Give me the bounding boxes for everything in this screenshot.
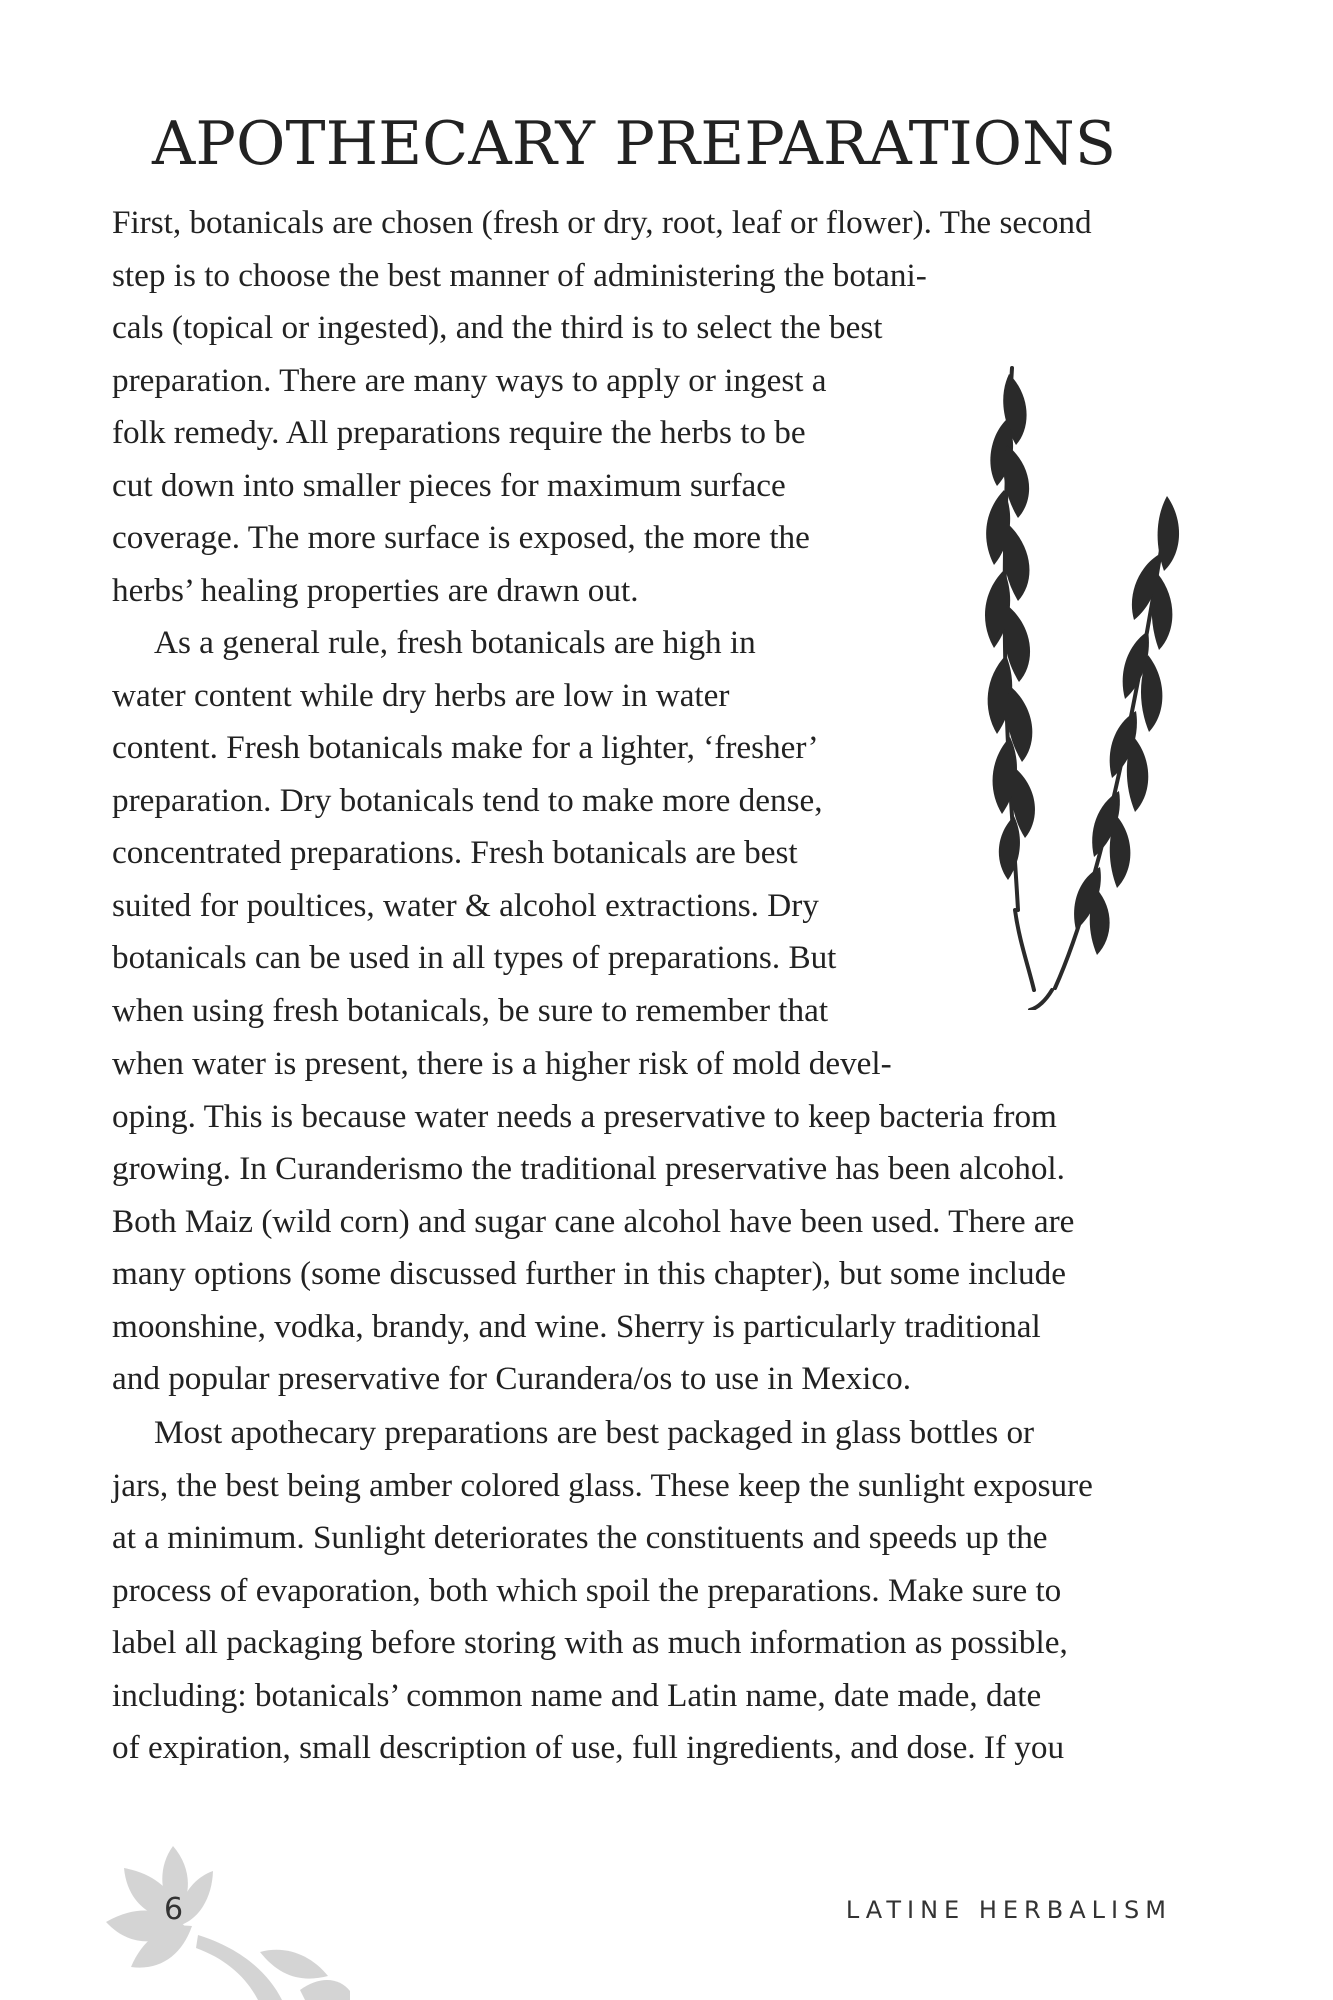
paragraph-line: Most apothecary preparations are best packaged in glass bottles or <box>154 1414 1035 1451</box>
page-title: APOTHECARY PREPARATIONS <box>152 109 1117 179</box>
paragraph-line: As a general rule, fresh botanicals are high in <box>154 624 756 661</box>
paragraph-line: oping. This is because water needs a preservative to keep bacteria from <box>112 1097 1057 1135</box>
paragraph-line: preparation. There are many ways to apply or ingest a <box>112 361 827 399</box>
paragraph-line: label all packaging before storing with as much information as possible, <box>112 1624 1068 1661</box>
paragraph-line: many options (some discussed further in this chapter), but some include <box>112 1255 1066 1292</box>
paragraph-line: jars, the best being amber colored glass. These keep the sunlight exposure <box>112 1466 1093 1504</box>
paragraph-line: including: botanicals’ common name and Latin name, date made, date <box>112 1676 1042 1714</box>
page-number: 6 <box>164 1892 184 1927</box>
paragraph-line: Both Maiz (wild corn) and sugar cane alcohol have been used. There are <box>112 1202 1075 1240</box>
paragraph-1-first-line <box>112 197 1172 250</box>
paragraph-line: water content while dry herbs are low in water <box>112 676 730 714</box>
paragraph-line: growing. In Curanderismo the traditional preservative has been alcohol. <box>112 1150 1065 1187</box>
flower-decoration-icon <box>100 1840 350 2000</box>
paragraph-3 <box>112 1407 1172 1775</box>
paragraph-2-continued <box>112 1038 1172 1406</box>
paragraph-line: coverage. The more surface is exposed, the more the <box>112 519 810 556</box>
paragraph-line: and popular preservative for Curandera/os to use in Mexico. <box>112 1360 912 1397</box>
paragraph-line: cut down into smaller pieces for maximum surface <box>112 466 786 504</box>
paragraph-line: step is to choose the best manner of administering the botani- <box>112 256 927 294</box>
paragraph-line: botanicals can be used in all types of preparations. But <box>112 939 837 976</box>
paragraph-line: preparation. Dry botanicals tend to make more dense, <box>112 781 823 819</box>
paragraph-line: suited for poultices, water & alcohol extractions. Dry <box>112 886 819 924</box>
paragraph-line: First, botanicals are chosen (fresh or dry, root, leaf or flower). The second <box>112 204 1092 241</box>
paragraph-line: content. Fresh botanicals make for a lighter, ‘fresher’ <box>112 729 819 766</box>
paragraph-line: when using fresh botanicals, be sure to remember that <box>112 991 829 1029</box>
paragraph-line: when water is present, there is a higher risk of mold devel- <box>112 1045 892 1082</box>
book-title-footer: LATINE HERBALISM <box>845 1896 1172 1924</box>
paragraph-line: concentrated preparations. Fresh botanicals are best <box>112 834 798 871</box>
paragraph-line: folk remedy. All preparations require the herbs to be <box>112 414 806 451</box>
paragraph-line: cals (topical or ingested), and the third is to select the best <box>112 309 883 346</box>
paragraph-line: at a minimum. Sunlight deteriorates the constituents and speeds up the <box>112 1519 1048 1556</box>
paragraph-line: of expiration, small description of use, full ingredients, and dose. If you <box>112 1729 1065 1766</box>
paragraph-line: moonshine, vodka, brandy, and wine. Sherry is particularly traditional <box>112 1307 1041 1345</box>
paragraph-line: herbs’ healing properties are drawn out. <box>112 571 639 609</box>
rosemary-sprigs-illustration <box>920 350 1190 1010</box>
paragraph-line: process of evaporation, both which spoil the preparations. Make sure to <box>112 1571 1062 1609</box>
